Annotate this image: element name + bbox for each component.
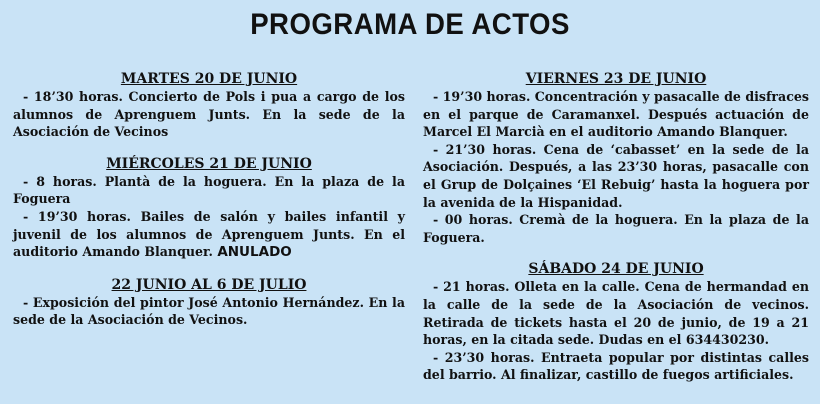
event-item: - Exposición del pintor José Antonio Hernández. En la sede de la Asociación de Vecinos. <box>13 294 405 328</box>
event-day-section <box>423 260 809 384</box>
cancelled-label: ANULADO <box>217 244 292 261</box>
right-column <box>423 70 809 398</box>
event-item-text: - 19’30 horas. Bailes de salón y bailes infantil y juvenil de los alumnos de Aprenguem Junts. En el auditorio Amando Blanquer. <box>13 208 405 260</box>
event-item: - 21’30 horas. Cena de ‘cabasset’ en la sede de la Asociación. Después, a las 23’30 horas, pasacalle con el Grup de Dolçaines ‘El Rebuig’ hasta la hoguera por la avenida de la Hispanidad. <box>423 141 809 210</box>
day-heading: SÁBADO 24 DE JUNIO <box>528 261 704 278</box>
event-item <box>13 208 405 262</box>
event-item: - 00 horas. Cremà de la hoguera. En la plaza de la Foguera. <box>423 212 809 245</box>
day-heading: MARTES 20 DE JUNIO <box>120 71 298 87</box>
event-item: - 21 horas. Olleta en la calle. Cena de hermandad en la calle de la sede de la Asociación de vecinos. Retirada de tickets hasta el 20 de junio, de 19 a 21 horas, en la citada sede. Dudas en el 634430230. <box>423 279 809 348</box>
day-heading: VIERNES 23 DE JUNIO <box>525 71 707 87</box>
event-item: - 18’30 horas. Concierto de Pols i pua a cargo de los alumnos de Aprenguem Junts. En la sede de la Asociación de Vecinos <box>13 89 405 140</box>
event-day-section <box>13 70 405 141</box>
event-day-section <box>423 70 809 246</box>
day-heading: MIÉRCOLES 21 DE JUNIO <box>106 155 312 172</box>
left-column <box>13 70 405 343</box>
event-item: - 8 horas. Plantà de la hoguera. En la plaza de la Foguera <box>13 173 405 207</box>
page-title: PROGRAMA DE ACTOS <box>250 8 570 41</box>
event-item: - 23’30 horas. Entraeta popular por distintas calles del barrio. Al finalizar, castillo de fuegos artificiales. <box>423 349 809 383</box>
day-heading: 22 JUNIO AL 6 DE JULIO <box>111 276 307 293</box>
event-day-section <box>13 155 405 262</box>
event-item: - 19’30 horas. Concentración y pasacalle de disfraces en el parque de Caramanxel. Después actuación de Marcel El Marcià en el auditorio Amando Blanquer. <box>423 89 809 140</box>
event-day-section <box>13 276 405 329</box>
